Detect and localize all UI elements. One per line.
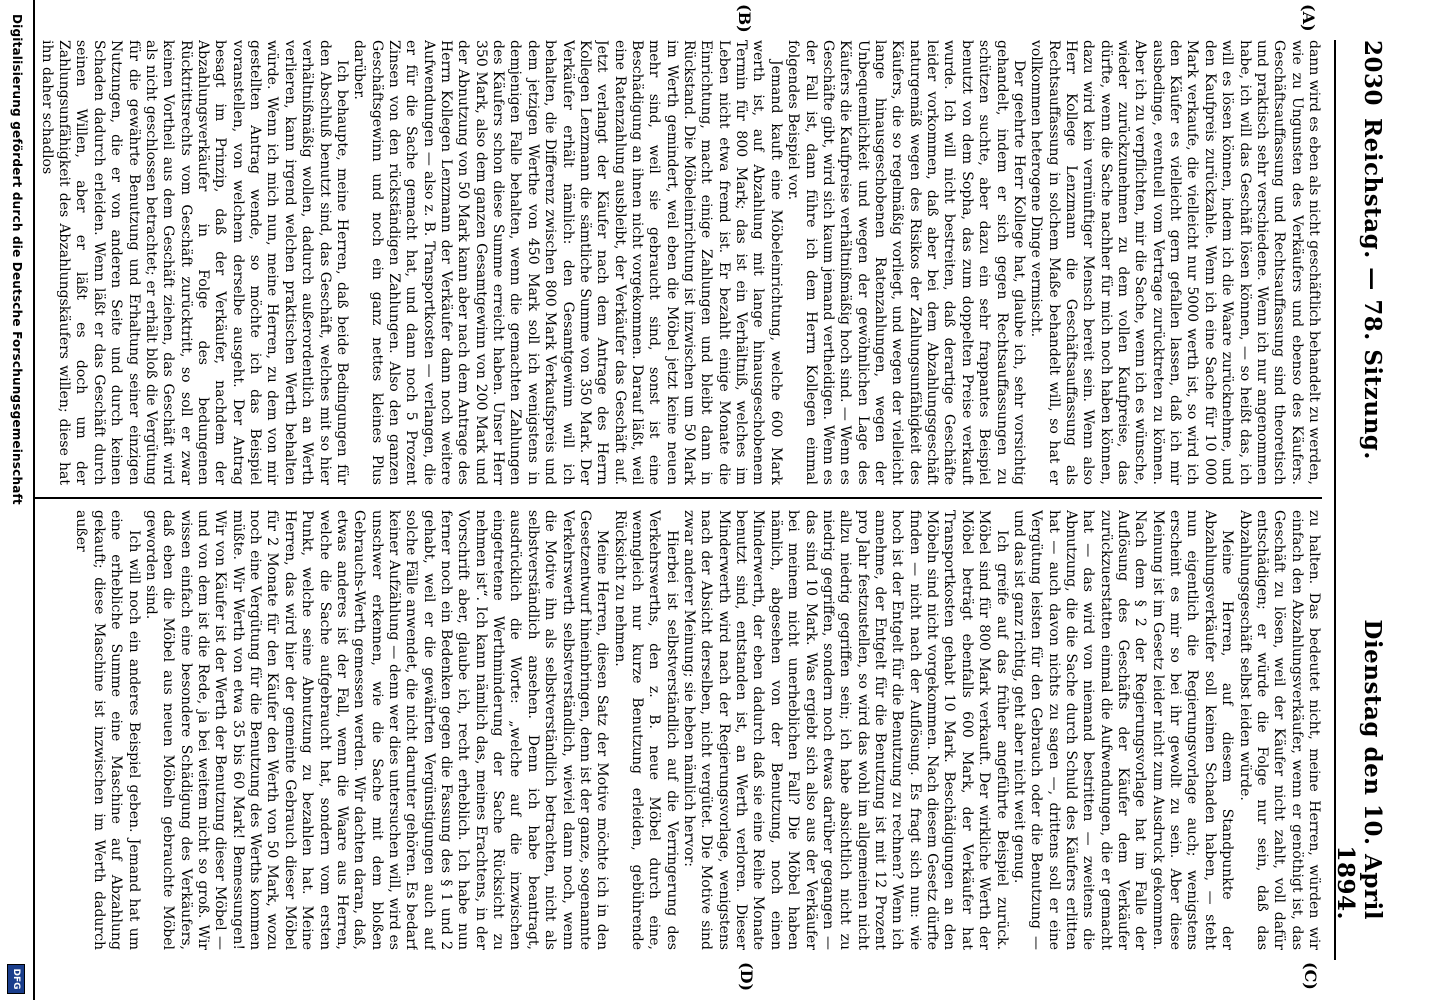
paragraph: zu halten. Das bedeutet nicht, meine Herren, würden wir einfach den Abzahlungsverkäufer, wenn er genöthigt ist, das Geschäft zu lösen, weil der Käufer nicht zahlt, voll dafür entschädigen; er würde die Folge nur sein, daß das Abzahlungsgeschäft selbst leiden würde.: [1236, 510, 1322, 950]
paragraph: Meine Herren, diesen Satz der Motive möchte ich in den Gesetzentwurf hineinbringen, denn ist der ganze, sogenannte Verkehrswerth selbstverständlich, wieviel dann noch, wenn die Motive ihn als selbstverständlich betrachten, nicht als selbstverständlich ansehen. Denn ich habe beantragt, ausdrücklich die Worte: „welche auf die inzwischen eingetretene Werthminderung der Sache Rücksicht zu nehmen ist“. Ich kann nämlich das, meines Erachtens, in der Vorschrift aber, glaube ich, recht erheblich. Ich habe nun ferner noch ein Bedenken gegen die Fassung des § 1 und 2 gehabt, weil er die gewährten Vergünstigungen auch auf solche Fälle anwendet, die nicht darunter gehören. Es bedarf keiner Aufzählung — denn wer dies untersuchen will, wird es unschwer erkennen, wie die Sache mit dem bloßen Gebrauchs-Werth gemessen werden. Wir dachten daran, daß, etwas anderes ist der Fall, wenn die Waare aus Herren, welche die Sache aufgebraucht hat, sondern vom ersten Punkt, welche seine Abnutzung zu bezahlen hat. Meine Herren, das wird hier der gemeinte Gebrauch dieser Möbel für 2 Monate für den Käufer den Werth von 50 Mark, wozu noch eine Vergütung für die Benutzung des Werths kommen müßte. Wir Werth von etwa 35 bis 60 Mark! Bemessungen! Wir von Käufer ist der Werth der Benutzung dieser Möbel — und von dem ist die Rede, ja bei weitem nicht so groß. Wir wissen einfach eine besondere Schädigung des Verkäufers, daß eben die Möbel aus neuen Möbeln gebrauchte Möbel geworden sind.: [142, 510, 611, 950]
footer-rule: [33, 0, 35, 1000]
paragraph: Jemand kauft eine Möbeleinrichtung, welche 600 Mark werth ist, auf Abzahlung mit lange hinausgeschobenem Termin für 800 Mark; das ist ein Verhältniß, welches im Leben nicht etwa fremd ist. Er bezahlt einige Monate die Einrichtung, macht einige Zahlungen und bleibt dann in Rückstand. Die Möbeleinrichtung ist inzwischen um 50 Mark im Werth gemindert, weil eben die Möbel jetzt keine neuen mehr sind, weil sie gebraucht sind, sonst ist eine Beschädigung an ihnen nicht vorgekommen. Darauf läßt, weil eine Ratenzahlung ausbleibt, der Verkäufer das Geschäft auf. Jetzt verlangt der Käufer nach dem Antrage des Herrn Kollegen Lenzmann die sämtliche Summe von 350 Mark. Der Verkäufer erhält nämlich: den Gesamtgewinn will ich behalten, die Differenz zwischen 800 Mark Verkaufspreis und dem jetzigen Werthe von 450 Mark soll ich wenigstens in demjenigen Falle behalten, wenn die gemachten Zahlungen des Käufers schon diese Summe erreicht haben. Unser Herr 350 Mark, also dem ganzen Gesamtgewinn von 200 Mark und der Abnutzung von 50 Mark kann aber nach dem Antrage des Herrn Kollegen Lenzmann der Verkäufer dann noch weitere Aufwendungen — also z. B. Transportkosten — verlangen, die er für die Sache gemacht hat, und dann noch 5 Prozent Zinsen von den rückständigen Zahlungen. Also den ganzen Geschäftsgewinn und noch ein ganz nettes kleines Plus darüber.: [351, 40, 784, 485]
margin-marker-d: (D): [737, 962, 756, 992]
dfg-logo: DFG: [7, 964, 25, 994]
paragraph: Meine Herren, auf diesem Standpunkte der Abzahlungsverkäufer soll keinen Schaden haben, — steht nun eigentlich die Regierungsvorlage auch; wenigstens erscheint es mir so bei ihr gewollt zu sein. Aber diese Meinung ist im Gesetz leider nicht zum Ausdruck gekommen. Nach dem § 2 der Regierungsvorlage hat im Falle der Auflösung des Geschäfts der Käufer dem Verkäufer zurückzuerstatten einmal die Aufwendungen, die er gemacht hat — das wird von niemand bestritten — zweitens die Abnutzung, die die Sache durch Schuld des Käufers erlitten hat — auch davon nichts zu sagen —, drittens soll er eine Vergütung leisten für den Gebrauch oder die Benutzung — und das ist ganz richtig, geht aber nicht weit genug.: [1010, 510, 1236, 950]
paragraph: Hierbei ist selbstverständlich auf die Verringerung des Verkehrswerths, den z. B. neue Möbel durch eine, wenngleich nur kurze Benutzung erleiden, gebührende Rücksicht zu nehmen.: [611, 510, 680, 950]
running-title-right: Dienstag den 10. April 1894.: [1332, 619, 1386, 920]
paragraph: dann wird es eben als nicht geschäftlich behandelt zu werden, wie zu Ungunsten des Verkäufers und ebenso des Käufers. Geschäftsauffassung und Rechtsauffassung sind theoretisch und praktisch sehr verschiedene. Wenn ich nur angenommen habe, ich will das Geschäft lösen können, — so heißt das, ich will es lösen können, indem ich die Waare zurücknehme, und den Kaufpreis zurückzahle. Wenn ich eine Sache für 10 000 Mark verkaufe, die vielleicht nur 5000 werth ist, so wird ich den Käufer es vielleicht gern gefallen lassen, daß ich mir ausbedinge, eventuell vom Vertrage zurücktreten zu können. Aber ich zu verpflichten, mir die Sache, wenn ich es wünsche, wieder zurückzunehmen zu dem vollen Kaufpreise, das dürfte, wenn die Sache nachher für mich noch haben können, dazu wird kein vernünftiger Mensch bereit sein. Wenn also Herr Kollege Lenzmann die Geschäftsauffassung als Rechtsauffassung in solchem Maße behandelt will, so hat er vollkommen heterogene Dinge vermischt.: [1028, 40, 1322, 485]
page-header: [1332, 40, 1386, 960]
margin-marker-b: (B): [735, 4, 754, 33]
digitization-credit: Digitalisierung gefördert durch die Deutsche Forschungsgemeinschaft: [10, 14, 24, 505]
column-divider: [34, 497, 1322, 499]
margin-marker-a: (A): [1299, 4, 1318, 32]
right-text-column: [34, 510, 1322, 950]
margin-marker-c: (C): [1301, 962, 1320, 990]
paragraph: Der geehrte Herr Kollege hat, glaube ich, sehr vorsichtig gehandelt, indem er sich gegen Rechtsauffassungen zu schützen suchte, aber dazu ein sehr frappantes Beispiel benutzt von dem Sopha, das zum doppelten Preise verkauft wurde. Ich will nicht bestreiten, daß derartige Geschäfte leider vorkommen, daß aber bei dem Abzahlungsgeschäft naturgemäß wegen des Risikos der Zahlungsunfähigkeit des Käufers, die so regelmäßig vorliegt, und wegen der vielleicht lange hinausgeschobenen Ratenzahlungen, wegen der Unbequemlichkeit und wegen der gewöhnlichen Lage des Käufers die Kaufpreise verhältnißmäßig hoch sind. — Wenn es Geschäfte gibt, wird sich kaum jemand vertheidigen. Wenn es der Fall ist, dann führe ich dem Herrn Kollegen einmal folgendes Beispiel vor.: [785, 40, 1027, 485]
running-title-left: Reichstag. — 78. Sitzung.: [1359, 118, 1386, 460]
paragraph: Ich greife auf das früher angeführte Beispiel zurück. Möbel sind für 800 Mark verkauft. Der wirkliche Werth der Möbel beträgt ebenfalls 600 Mark, der Verkäufer hat Transportkosten gehabt 10 Mark. Beschädigungen an den Möbeln sind nicht vorgekommen. Nach diesem Gesetz dürfte finden — nicht nach der Auflösung. Es fragt sich nun: wie hoch ist der Entgelt für die Benutzung zu rechnen? Wenn ich annehme, der Entgelt für die Benutzung ist mit 12 Prozent pro Jahr festzustellen, so wird das wohl im allgemeinen nicht allzu niedrig gegriffen sein; ich habe absichtlich nicht zu niedrig gegriffen, sondern noch etwas darüber gegangen — das sind 10 Mark. Was ergiebt sich also aus der Verkäufer bei meinem nicht unerheblichen Fall? Die Möbel haben nämlich, abgesehen von der Benutzung, noch einen Minderwerth, der eben dadurch daß sie eine Reihe Monate benutzt sind, entstanden ist, an Werth verloren. Dieser Minderwerth wird nach der Regierungsvorlage, wenigstens nach der Absicht derselben, nicht vergütet. Die Motive sind zwar anderer Meinung; sie heben nämlich hervor:: [681, 510, 1010, 950]
left-text-column: [34, 40, 1322, 485]
header-rule: [1334, 40, 1336, 960]
page-number: 2030: [1359, 40, 1386, 107]
paragraph: Ich will noch ein anderes Beispiel geben. Jemand hat um eine erhebliche Summe eine Maschine auf Abzahlung gekauft; diese Maschine ist inzwischen im Werth dadurch außer: [73, 510, 142, 950]
paragraph: Ich behaupte, meine Herren, daß beide Bedingungen für den Abschluß benutzt sind, das Geschäft, welches mit so hier verhältnißmäßig wollen, dadurch außerordentlich an Werth verlieren, kann irgend welchen praktischen Werth behalten würde. Wenn ich mich nun, meine Herren, zu dem von mir gestellten Antrag wende, so möchte ich das Beispiel voranstellen, von welchem derselbe ausgeht. Der Antrag besagt im Prinzip, daß der Verkäufer, nachdem der Abzahlungsverkäufer in Folge des bedungenen Rücktrittsrechts vom Geschäft zurücktritt, so soll er zwar keinen Vortheil aus dem Geschäft ziehen, das Geschäft wird als nicht geschlossen betrachtet; er erhält bloß die Vergütung für die gewährte Benutzung und Erhaltung seiner einzigen Nutzungen, die er von anderen Seite und durch keinen Schaden dadurch erleiden. Wenn läßt er das Geschäft durch seinen Willen, aber er läßt es doch um der Zahlungsunfähigkeit des Abzahlungskäufers willen; diese hat ihn daher schadlos: [38, 40, 350, 485]
